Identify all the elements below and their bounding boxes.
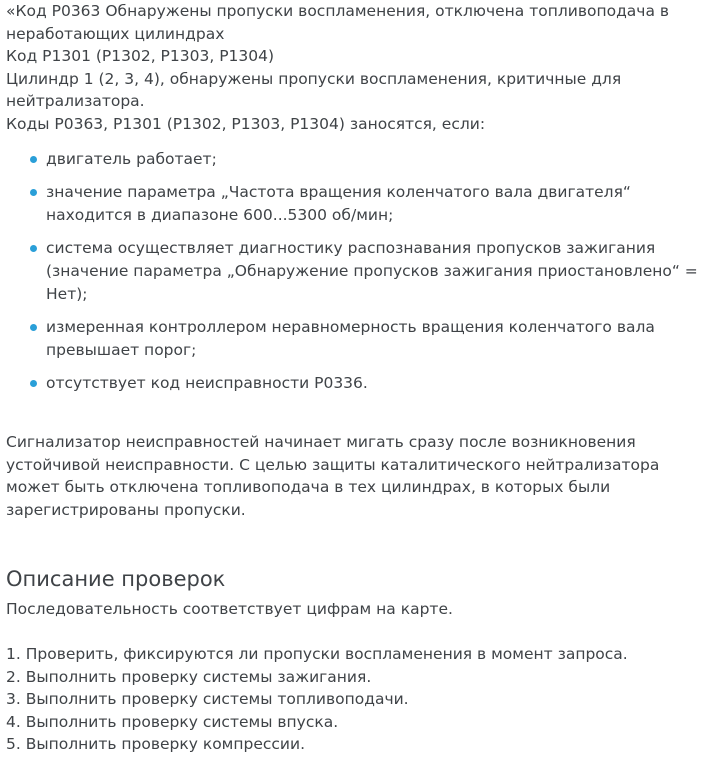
check-item: 3. Выполнить проверку системы топливоподачи. — [6, 690, 409, 709]
bullet-dot-icon — [30, 245, 37, 252]
paragraph-line: зарегистрированы пропуски. — [6, 500, 246, 519]
condition-item — [6, 148, 700, 171]
condition-line: значение параметра „Частота вращения коленчатого вала двигателя“ — [46, 183, 631, 202]
condition-item — [6, 372, 700, 395]
checks-heading: Описание проверок — [6, 567, 226, 591]
check-item: 4. Выполнить проверку системы впуска. — [6, 712, 339, 731]
intro-line: нейтрализатора. — [6, 92, 145, 111]
bullet-dot-icon — [30, 324, 37, 331]
condition-line: отсутствует код неисправности P0336. — [46, 374, 368, 393]
intro-line: Коды P0363, P1301 (P1302, P1303, P1304) заносятся, если: — [6, 114, 486, 133]
condition-line: находится в диапазоне 600...5300 об/мин; — [46, 205, 394, 224]
bullet-dot-icon — [30, 156, 37, 163]
condition-item — [6, 181, 700, 226]
intro-line: Код P1301 (P1302, P1303, P1304) — [6, 47, 275, 66]
condition-item — [6, 316, 700, 361]
intro-line: Цилиндр 1 (2, 3, 4), обнаружены пропуски воспламенения, критичные для — [6, 69, 622, 88]
bullet-dot-icon — [30, 189, 37, 196]
condition-item — [6, 237, 700, 305]
checks-subtitle: Последовательность соответствует цифрам на карте. — [6, 600, 453, 618]
paragraph-line: устойчивой неисправности. С целью защиты каталитического нейтрализатора — [6, 455, 660, 474]
condition-line: двигатель работает; — [46, 149, 217, 168]
paragraph-line: может быть отключена топливоподача в тех цилиндрах, в которых были — [6, 478, 611, 497]
bullet-dot-icon — [30, 380, 37, 387]
conditions-list — [6, 148, 700, 395]
intro-line: неработающих цилиндрах — [6, 24, 225, 43]
warning-paragraph — [6, 431, 659, 521]
condition-line: (значение параметра „Обнаружение пропусков зажигания приостановлено“ = — [46, 261, 698, 280]
checks-list — [6, 643, 628, 756]
condition-line: Нет); — [46, 284, 88, 303]
article-content — [6, 0, 700, 754]
intro-line: «Код P0363 Обнаружены пропуски воспламенения, отключена топливоподача в — [6, 2, 670, 20]
condition-line: превышает порог; — [46, 340, 197, 359]
check-item: 5. Выполнить проверку компрессии. — [6, 735, 306, 754]
check-item: 1. Проверить, фиксируются ли пропуски воспламенения в момент запроса. — [6, 645, 628, 663]
intro-block — [6, 0, 700, 136]
condition-line: система осуществляет диагностику распознавания пропусков зажигания — [46, 239, 656, 258]
check-item: 2. Выполнить проверку системы зажигания. — [6, 667, 372, 686]
condition-line: измеренная контроллером неравномерность вращения коленчатого вала — [46, 318, 655, 337]
paragraph-line: Сигнализатор неисправностей начинает мигать сразу после возникновения — [6, 433, 636, 451]
